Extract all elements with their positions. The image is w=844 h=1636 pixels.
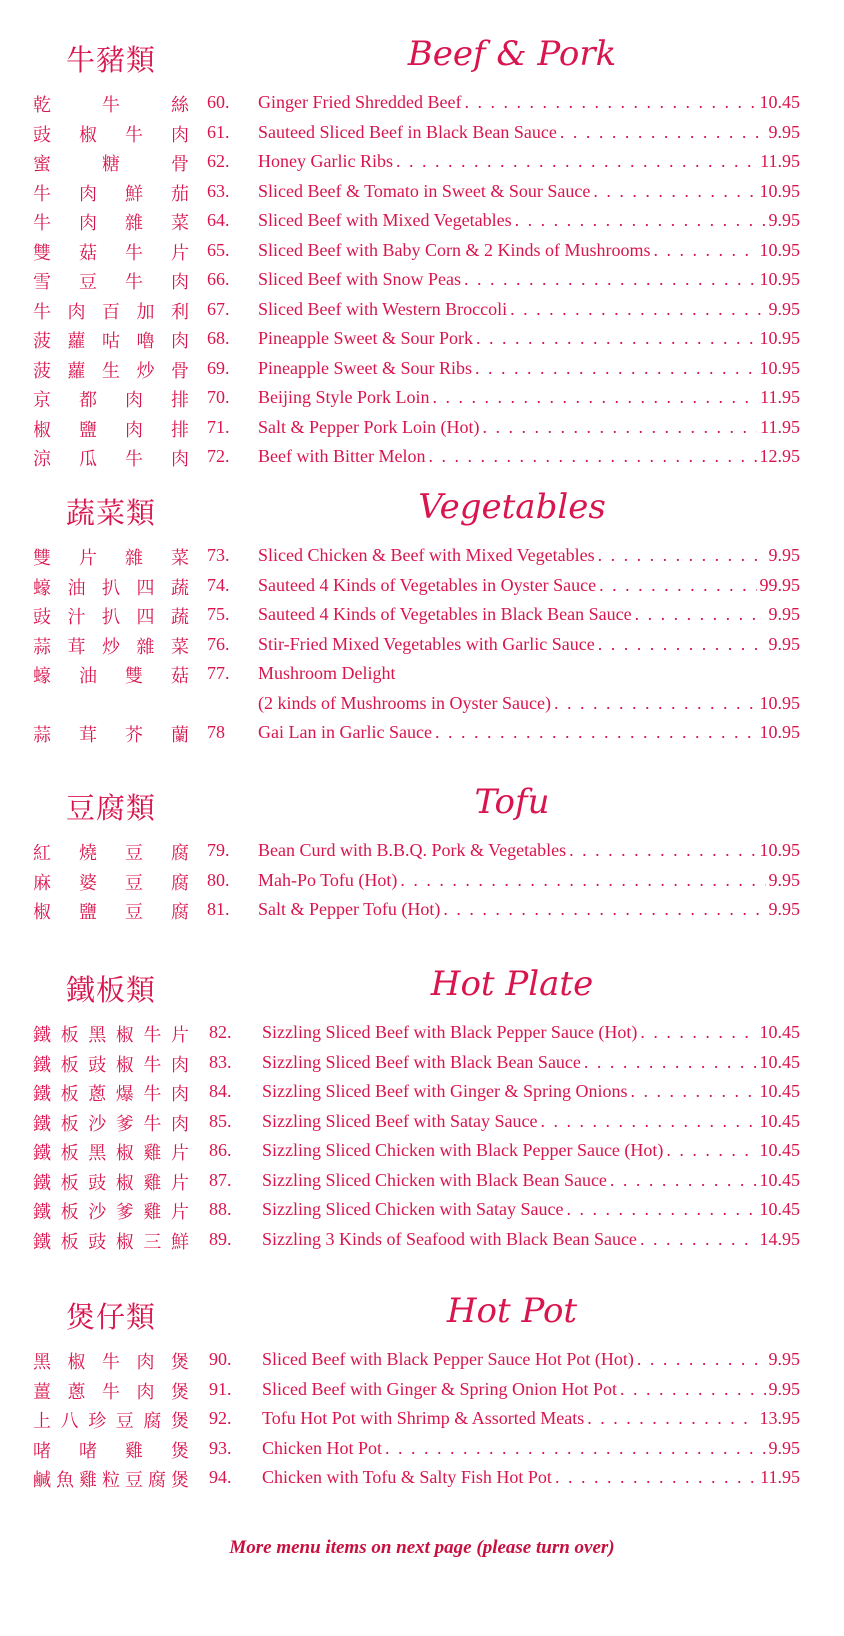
dot-leader: [598, 545, 766, 566]
menu-item-number: 61.: [207, 121, 230, 142]
menu-item-number: 93.: [209, 1437, 232, 1458]
menu-item-description: [262, 1170, 800, 1191]
menu-item-chinese-name: 黑 椒 牛 肉 煲: [33, 1352, 189, 1373]
dot-leader: [640, 1022, 756, 1043]
menu-item-chinese-name: 鐵 板 黑 椒 牛 片: [33, 1025, 189, 1046]
menu-item-english-name: Sizzling Sliced Beef with Black Pepper Sauce (Hot): [262, 1022, 638, 1042]
menu-item: [0, 1166, 844, 1196]
menu-list: [0, 1345, 844, 1493]
menu-item-english-name: Sliced Beef with Ginger & Spring Onion Hot Pot: [262, 1378, 617, 1399]
menu-item-english-name: Sliced Beef with Snow Peas: [258, 269, 461, 289]
menu-item-description: [258, 604, 800, 625]
menu-item-chinese-name: 椒 鹽 肉 排: [33, 419, 189, 441]
dot-leader: [428, 446, 756, 467]
menu-item-description: [258, 693, 800, 714]
menu-item-number: 92.: [209, 1408, 232, 1428]
menu-item: [0, 541, 844, 571]
menu-item-description: [262, 1408, 800, 1429]
menu-item: [0, 177, 844, 207]
menu-item-price: 10.45: [759, 92, 800, 112]
menu-item-english-name: Sliced Beef with Western Broccoli: [258, 298, 508, 319]
menu-item-chinese-name: 涼 瓜 牛 肉: [33, 449, 189, 470]
menu-item-chinese-name: 雪 豆 牛 肉: [33, 272, 189, 293]
menu-item-english-name: Ginger Fried Shredded Beef: [258, 92, 462, 112]
menu-item-description: [258, 722, 800, 743]
footer-note: More menu items on next page (please turn over): [229, 1537, 615, 1558]
menu-item-description: [258, 575, 800, 596]
menu-item: [0, 1136, 844, 1166]
menu-item-english-name: Sizzling 3 Kinds of Seafood with Black Bean Sauce: [262, 1228, 637, 1249]
menu-item-chinese-name: 雙 菇 牛 片: [33, 242, 189, 264]
menu-item-english-name: Stir-Fried Mixed Vegetables with Garlic Sauce: [258, 633, 595, 654]
dot-leader: [475, 358, 757, 379]
dot-leader: [630, 1081, 756, 1102]
menu-item-chinese-name: 鐵 板 沙 爹 牛 肉: [33, 1113, 189, 1135]
dot-leader: [515, 210, 766, 231]
menu-item-english-name: Sizzling Sliced Chicken with Black Pepper Sauce (Hot): [262, 1140, 664, 1160]
menu-item-chinese-name: 蠔 油 雙 菇: [33, 666, 189, 687]
menu-item: [0, 1077, 844, 1107]
menu-item-price: 9.95: [768, 545, 800, 565]
menu-item-description: [258, 899, 800, 920]
menu-item-description: [258, 210, 800, 231]
dot-leader: [640, 1229, 757, 1250]
menu-item-number: 86.: [209, 1140, 232, 1160]
menu-item-price: 11.95: [760, 416, 800, 437]
menu-item-price: 10.45: [759, 1169, 800, 1190]
menu-item: [0, 895, 844, 925]
menu-item-number: 80.: [207, 869, 230, 890]
dot-leader: [587, 1408, 756, 1429]
menu-item-number: 60.: [207, 92, 230, 112]
menu-item-number: 78: [207, 722, 225, 742]
menu-item-description: [258, 634, 800, 655]
dot-leader: [443, 899, 765, 920]
menu-item: [0, 1048, 844, 1078]
menu-list: [0, 1018, 844, 1254]
menu-item-description: [262, 1438, 800, 1459]
menu-item-english-name: Sliced Beef & Tomato in Sweet & Sour Sauce: [258, 180, 591, 201]
menu-item-english-name: Sauteed 4 Kinds of Vegetables in Oyster Sauce: [258, 574, 597, 595]
menu-item-number: 84.: [209, 1081, 232, 1101]
menu-item-english-name: Honey Garlic Ribs: [258, 151, 393, 171]
menu-item-price: 12.95: [759, 446, 800, 466]
menu-item-english-name: Bean Curd with B.B.Q. Pork & Vegetables: [258, 840, 567, 860]
menu-item-chinese-name: 鐵 板 蔥 爆 牛 肉: [33, 1084, 189, 1105]
menu-item-english-name: Beijing Style Pork Loin: [258, 387, 430, 407]
dot-leader: [555, 1467, 757, 1488]
menu-item: [0, 118, 844, 148]
menu-list: [0, 541, 844, 748]
menu-item-chinese-name: 京 都 肉 排: [33, 390, 189, 411]
section-title-chinese: 鐵板類: [66, 973, 157, 1007]
menu-item-chinese-name: 乾 牛 絲: [33, 95, 189, 116]
menu-item-chinese-name: 啫 啫 雞 煲: [33, 1440, 189, 1462]
menu-item-number: 77.: [207, 663, 230, 683]
menu-item-description: [258, 122, 800, 143]
menu-item: [0, 600, 844, 630]
dot-leader: [510, 299, 765, 320]
dot-leader: [598, 634, 766, 655]
menu-item-price: 9.95: [768, 121, 800, 142]
section-title-chinese: 煲仔類: [66, 1300, 157, 1334]
dot-leader: [637, 1349, 766, 1370]
menu-item: [0, 265, 844, 295]
menu-item-english-name: Sliced Beef with Mixed Vegetables: [258, 210, 512, 230]
menu-item-number: 85.: [209, 1110, 232, 1131]
menu-item-description: [258, 446, 800, 467]
menu-item-number: 67.: [207, 298, 230, 319]
dot-leader: [569, 840, 756, 861]
menu-item: [0, 1345, 844, 1375]
menu-item-chinese-name: 蜜 糖 骨: [33, 154, 189, 175]
menu-item: [0, 1434, 844, 1464]
menu-item: [0, 689, 844, 719]
menu-item-number: 76.: [207, 633, 230, 654]
dot-leader: [620, 1379, 766, 1400]
menu-item-price: 10.95: [759, 692, 800, 713]
menu-item-chinese-name: 麻 婆 豆 腐: [33, 872, 189, 894]
menu-item-price: 10.95: [759, 328, 800, 348]
menu-item-english-name: Sizzling Sliced Beef with Ginger & Spring Onions: [262, 1081, 628, 1101]
section-header: [0, 960, 844, 1018]
menu-item-number: 94.: [209, 1467, 232, 1487]
dot-leader: [666, 1140, 756, 1161]
section-title-english: Hot Pot: [446, 1291, 578, 1331]
menu-item-description: [258, 328, 800, 349]
menu-item-number: 69.: [207, 357, 230, 378]
section-title-english: Vegetables: [418, 487, 606, 527]
menu-item-number: 64.: [207, 210, 230, 230]
menu-item-chinese-name: 豉 椒 牛 肉: [33, 124, 189, 146]
menu-item-price: 11.95: [760, 151, 800, 171]
menu-item-chinese-name: 雙 片 雜 菜: [33, 548, 189, 569]
menu-item-chinese-name: 菠 蘿 生 炒 骨: [33, 360, 189, 382]
menu-item-price: 10.95: [759, 269, 800, 289]
menu-item-number: 65.: [207, 239, 230, 260]
menu-item-description: [258, 181, 800, 202]
menu-item-chinese-name: 牛 肉 雜 菜: [33, 213, 189, 234]
menu-item-description: [262, 1081, 800, 1102]
menu-item: [0, 442, 844, 472]
section-title-english: Tofu: [474, 782, 550, 822]
menu-item: [0, 206, 844, 236]
menu-item-chinese-name: 鐵 板 黑 椒 雞 片: [33, 1143, 189, 1164]
section-title-chinese: 牛豬類: [66, 43, 157, 77]
menu-item-english-name: Pineapple Sweet & Sour Ribs: [258, 357, 472, 378]
menu-item-description: [262, 1229, 800, 1250]
menu-item-english-name: Sizzling Sliced Chicken with Satay Sauce: [262, 1199, 564, 1219]
menu-item-english-name: Sliced Beef with Black Pepper Sauce Hot Pot (Hot): [262, 1349, 634, 1369]
section-title-english: Hot Plate: [430, 964, 594, 1004]
menu-item-chinese-name: 蒜 茸 炒 雜 菜: [33, 636, 189, 658]
menu-item-chinese-name: 薑 蔥 牛 肉 煲: [33, 1381, 189, 1403]
menu-item-description: [262, 1022, 800, 1043]
section-header: [0, 778, 844, 836]
menu-item: [0, 571, 844, 601]
dot-leader: [584, 1052, 757, 1073]
menu-item-number: 90.: [209, 1349, 232, 1369]
section-title-english: Beef & Pork: [407, 34, 617, 74]
menu-item-chinese-name: 鹹 魚 雞 粒 豆 腐 煲: [33, 1470, 189, 1491]
menu-item-english-name: Tofu Hot Pot with Shrimp & Assorted Meats: [262, 1408, 585, 1428]
dot-leader: [400, 870, 765, 891]
menu-item-chinese-name: 鐵 板 豉 椒 雞 片: [33, 1172, 189, 1194]
menu-item: [0, 147, 844, 177]
menu-item-price: 10.45: [759, 1199, 800, 1219]
menu-item-chinese-name: 牛 肉 百 加 利: [33, 301, 189, 323]
dot-leader: [435, 722, 757, 743]
menu-item-description: [258, 299, 800, 320]
menu-item-number: 75.: [207, 604, 230, 624]
menu-item-price: 10.95: [759, 239, 800, 260]
menu-item-price: 9.95: [768, 298, 800, 319]
menu-item: [0, 1195, 844, 1225]
menu-item-price: 9.95: [768, 1378, 800, 1399]
menu-item-description: [262, 1111, 800, 1132]
menu-item-number: 82.: [209, 1022, 232, 1042]
menu-item-price: 9.95: [768, 1349, 800, 1369]
menu-item-number: 70.: [207, 387, 230, 407]
dot-leader: [599, 575, 756, 596]
menu-item: [0, 718, 844, 748]
dot-leader: [385, 1438, 766, 1459]
dot-leader: [464, 269, 757, 290]
dot-leader: [464, 92, 756, 113]
menu-item-english-name: Salt & Pepper Pork Loin (Hot): [258, 416, 480, 437]
section-title-chinese: 蔬菜類: [66, 496, 157, 530]
menu-item-price: 9.95: [768, 210, 800, 230]
menu-item: [0, 1375, 844, 1405]
menu-item-chinese-name: 豉 汁 扒 四 蔬: [33, 607, 189, 628]
menu-item-english-name: Sizzling Sliced Beef with Satay Sauce: [262, 1110, 538, 1131]
menu-item-number: 71.: [207, 416, 230, 437]
menu-item-description: [258, 358, 800, 379]
menu-item-number: 63.: [207, 180, 230, 201]
section-hot-plate: [0, 960, 844, 1254]
menu-item-number: 73.: [207, 545, 230, 565]
menu-item-english-name: Sauteed Sliced Beef in Black Bean Sauce: [258, 121, 557, 142]
dot-leader: [476, 328, 757, 349]
menu-item-chinese-name: 牛 肉 鮮 茄: [33, 183, 189, 205]
section-hot-pot: [0, 1287, 844, 1493]
menu-item-description: [258, 387, 800, 408]
menu-item-number: 88.: [209, 1199, 232, 1219]
menu-item-number: 66.: [207, 269, 230, 289]
menu-item-price: 99.95: [759, 574, 800, 595]
dot-leader: [610, 1170, 757, 1191]
menu-item: [0, 1463, 844, 1493]
menu-item: [0, 1404, 844, 1434]
menu-item: [0, 630, 844, 660]
menu-item-chinese-name: 鐵 板 豉 椒 三 鮮: [33, 1231, 189, 1253]
menu-item-number: 62.: [207, 151, 230, 171]
dot-leader: [396, 151, 757, 172]
menu-item-description: [258, 240, 800, 261]
dot-leader: [433, 387, 758, 408]
menu-item: [0, 354, 844, 384]
menu-item-number: 81.: [207, 899, 230, 919]
menu-item-price: 10.45: [759, 1110, 800, 1131]
menu-item-description: [258, 417, 800, 438]
menu-item-english-name: Gai Lan in Garlic Sauce: [258, 722, 432, 742]
menu-item-price: 10.45: [759, 1140, 800, 1160]
menu-item-description: [258, 870, 800, 891]
menu-item: [0, 383, 844, 413]
menu-item-price: 9.95: [768, 899, 800, 919]
menu-item-english-name: Mah-Po Tofu (Hot): [258, 869, 398, 890]
menu-item-price: 11.95: [760, 1467, 800, 1487]
menu-item: [0, 659, 844, 689]
menu-item-price: 10.95: [759, 722, 800, 742]
menu-item: [0, 1107, 844, 1137]
menu-item-english-name: Beef with Bitter Melon: [258, 446, 426, 466]
menu-item-description: [258, 840, 800, 861]
menu-item-number: 74.: [207, 574, 230, 595]
menu-item-description: [262, 1349, 800, 1370]
menu-item: [0, 1018, 844, 1048]
menu-item-chinese-name: 鐵 板 豉 椒 牛 肉: [33, 1054, 189, 1076]
dot-leader: [560, 122, 766, 143]
menu-item-number: 72.: [207, 446, 230, 466]
menu-item: [0, 413, 844, 443]
menu-item-description: [258, 663, 800, 684]
menu-item-description: [258, 92, 800, 113]
menu-item-number: 87.: [209, 1169, 232, 1190]
menu-item-description: [262, 1379, 800, 1400]
menu-item-english-name: Mushroom Delight: [258, 663, 396, 683]
section-title-chinese: 豆腐類: [66, 791, 157, 825]
section-header: [0, 30, 844, 88]
menu-item-price: 9.95: [768, 633, 800, 654]
menu-item-price: 9.95: [768, 1437, 800, 1458]
menu-item: [0, 88, 844, 118]
menu-item-price: 14.95: [759, 1228, 800, 1249]
menu-item: [0, 295, 844, 325]
menu-item-chinese-name: 上 八 珍 豆 腐 煲: [33, 1411, 189, 1432]
menu-item-english-name: Salt & Pepper Tofu (Hot): [258, 899, 441, 919]
menu-item-description: [262, 1467, 800, 1488]
menu-item-english-name: Pineapple Sweet & Sour Pork: [258, 328, 473, 348]
menu-item-price: 9.95: [768, 604, 800, 624]
menu-item: [0, 324, 844, 354]
section-tofu: [0, 778, 844, 925]
menu-item-description: [262, 1052, 800, 1073]
menu-item-english-name: Chicken with Tofu & Salty Fish Hot Pot: [262, 1467, 552, 1487]
menu-item-price: 10.95: [759, 357, 800, 378]
menu-item-number: 89.: [209, 1228, 232, 1249]
section-vegetables: [0, 483, 844, 748]
menu-item-description: [262, 1140, 800, 1161]
menu-item-english-name: (2 kinds of Mushrooms in Oyster Sauce): [258, 692, 551, 713]
dot-leader: [540, 1111, 756, 1132]
menu-item-number: 91.: [209, 1378, 232, 1399]
menu-item-price: 10.95: [759, 180, 800, 201]
section-header: [0, 483, 844, 541]
menu-item-price: 10.95: [759, 840, 800, 860]
menu-item-price: 10.45: [759, 1022, 800, 1042]
menu-item-english-name: Chicken Hot Pot: [262, 1437, 382, 1458]
menu-item-english-name: Sliced Beef with Baby Corn & 2 Kinds of Mushrooms: [258, 239, 651, 260]
menu-item-number: 68.: [207, 328, 230, 348]
menu-item-english-name: Sizzling Sliced Chicken with Black Bean Sauce: [262, 1169, 607, 1190]
menu-item-price: 11.95: [760, 387, 800, 407]
menu-item-chinese-name: 菠 蘿 咕 嚕 肉: [33, 331, 189, 352]
menu-item-english-name: Sliced Chicken & Beef with Mixed Vegetables: [258, 545, 595, 565]
menu-list: [0, 836, 844, 925]
menu-item-chinese-name: 紅 燒 豆 腐: [33, 843, 189, 864]
dot-leader: [653, 240, 756, 261]
menu-item-chinese-name: 蒜 茸 芥 蘭: [33, 725, 189, 746]
menu-item-number: 83.: [209, 1051, 232, 1072]
menu-item-price: 9.95: [768, 869, 800, 890]
menu-item-english-name: Sizzling Sliced Beef with Black Bean Sauce: [262, 1051, 581, 1072]
dot-leader: [554, 693, 757, 714]
menu-item: [0, 866, 844, 896]
section-header: [0, 1287, 844, 1345]
menu-item-chinese-name: 鐵 板 沙 爹 雞 片: [33, 1202, 189, 1223]
menu-item-chinese-name: 椒 鹽 豆 腐: [33, 902, 189, 923]
menu-item-price: 10.45: [759, 1051, 800, 1072]
dot-leader: [566, 1199, 756, 1220]
dot-leader: [593, 181, 756, 202]
menu-item-price: 13.95: [759, 1408, 800, 1428]
menu-item-number: 79.: [207, 840, 230, 860]
menu-item-description: [262, 1199, 800, 1220]
dot-leader: [635, 604, 766, 625]
menu-item: [0, 1225, 844, 1255]
menu-item-description: [258, 269, 800, 290]
menu-item-price: 10.45: [759, 1081, 800, 1101]
menu-item: [0, 836, 844, 866]
menu-item-english-name: Sauteed 4 Kinds of Vegetables in Black Bean Sauce: [258, 604, 632, 624]
dot-leader: [482, 417, 757, 438]
section-beef-pork: [0, 30, 844, 472]
menu-item-description: [258, 151, 800, 172]
menu-item-description: [258, 545, 800, 566]
menu-list: [0, 88, 844, 472]
menu-item-chinese-name: 蠔 油 扒 四 蔬: [33, 577, 189, 599]
menu-item: [0, 236, 844, 266]
